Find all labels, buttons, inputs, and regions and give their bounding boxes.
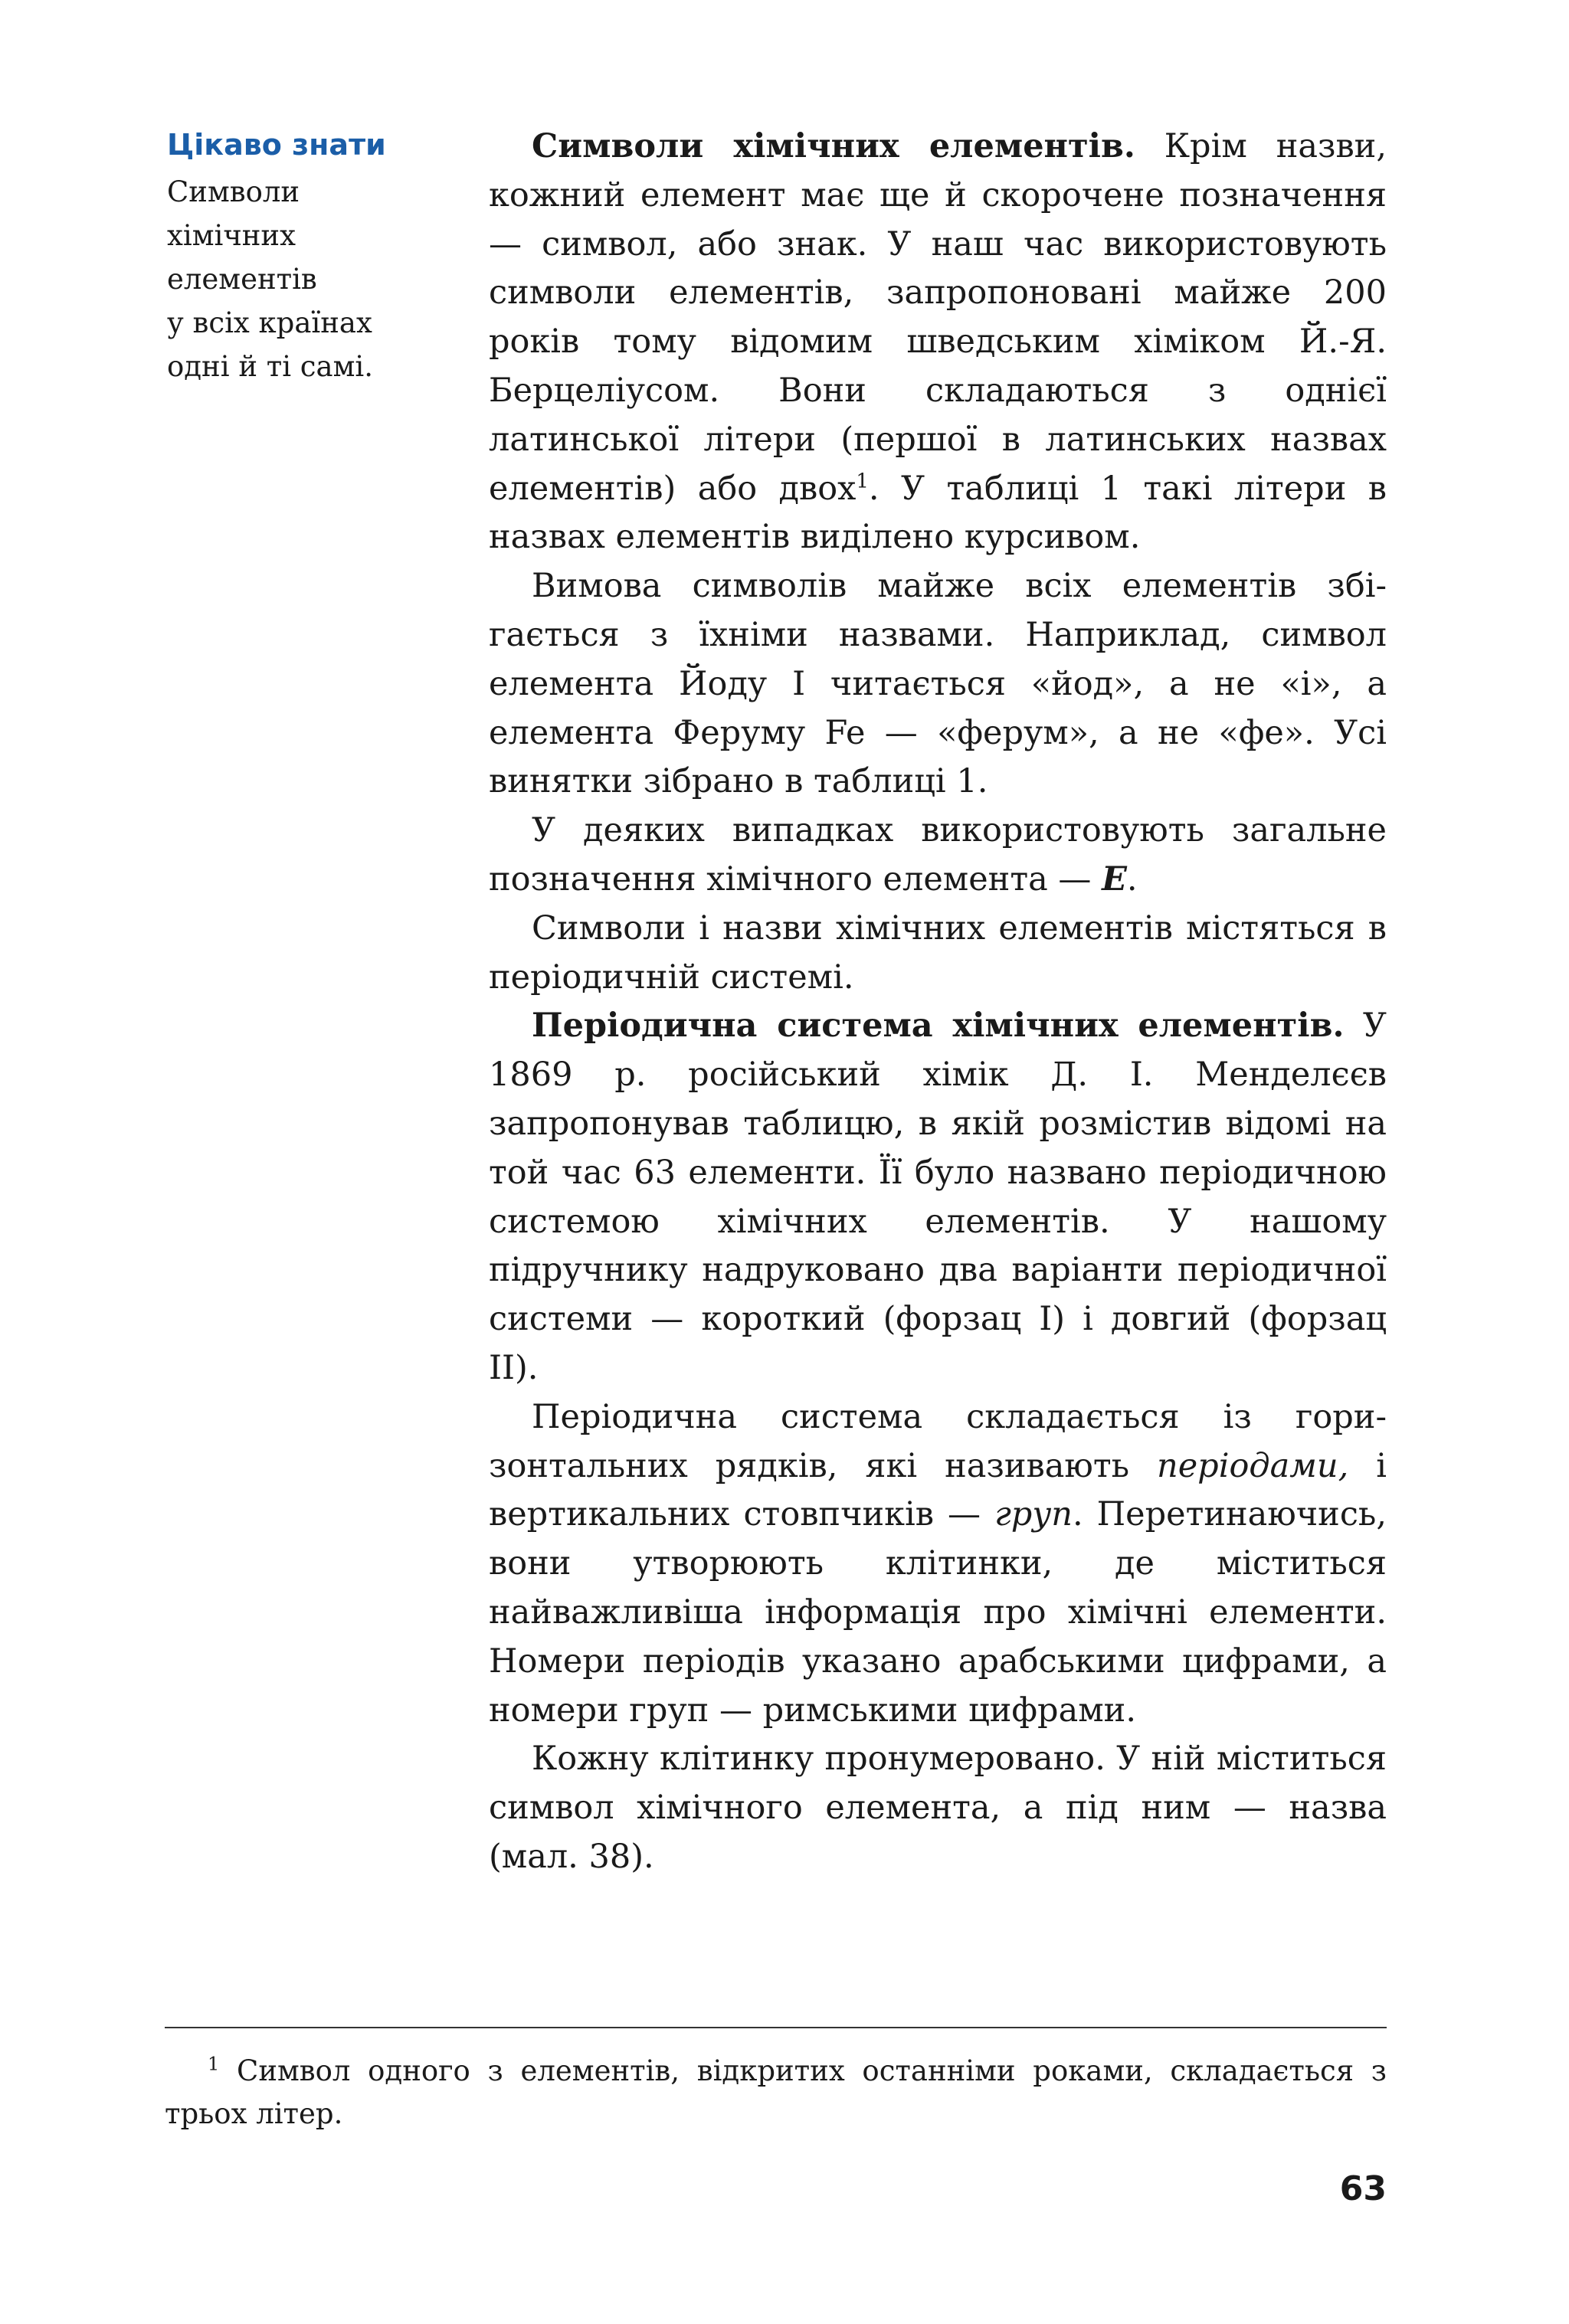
paragraph-structure (489, 1393, 1387, 1736)
element-symbol: E (1102, 859, 1127, 899)
paragraph-text: . Перетинаючись, вони утворюють клітинки, де міститься найважливіша інформація про хімічні елементи. Номери періодів указано арабськими цифрами, а номери груп — римськими цифрами. (489, 1495, 1387, 1730)
paragraph-text: У 1869 р. російський хімік Д. І. Менделєєв запропонував таблицю, в якій розмістив відомі на той час 63 елементи. Її було названо періодичною системою хімічних елементів. У нашому підручнику надруковано два варіанти періодичної системи — короткий (форзац I) і довгий (форзац II). (489, 1007, 1387, 1387)
footnote-marker: 1 (208, 2053, 220, 2075)
footnote-divider (165, 2027, 1387, 2028)
paragraph-text: . (1126, 859, 1138, 899)
paragraph-lead: Символи хімічних елементів. (532, 127, 1135, 165)
sidebar-line: Символи (167, 175, 300, 208)
paragraph-text: і вертикальних стовпчиків — (489, 1446, 1387, 1534)
paragraph-cells: Кожну клітинку пронумеровано. У ній міститься символ хімічного елемента, а під ним — назва (мал. 38). (489, 1740, 1387, 1876)
italic-term: періодами, (1157, 1446, 1349, 1485)
main-text (489, 123, 1387, 1882)
footnote-marker: 1 (856, 470, 869, 493)
paragraph-lead: Періодична система хімічних елементів. (532, 1007, 1345, 1046)
footnote (165, 2050, 1387, 2136)
paragraph-text: . У таблиці 1 такі літери в назвах елементів виділено курсивом. (489, 469, 1387, 557)
page-number: 63 (1339, 2169, 1387, 2208)
paragraph-general-symbol (489, 807, 1387, 905)
sidebar-line: елементів (167, 263, 317, 296)
paragraph-text: Крім назви, кожний елемент має ще й скорочене позначення — символ, або знак. У наш час використовують символи елементів, запропоновані майже 200 років тому відомим шведським хіміком Й.-Я. Берцеліусом. Вони складаються з однієї латинської літери (першої в латинських назвах елементів) або двох (489, 127, 1387, 508)
sidebar-line: у всіх країнах (167, 306, 372, 339)
paragraph-periodic-intro: Символи і назви хімічних елементів містяться в періодичній системі. (489, 908, 1387, 997)
footnote-text: Символ одного з елементів, відкритих останніми роками, складається з трьох літер. (165, 2054, 1387, 2130)
sidebar-line: одні й ті самі. (167, 350, 373, 383)
sidebar-title: Цікаво знати (167, 128, 386, 162)
paragraph-text: Періодична система складається із горизонтальних рядків, які називають (489, 1397, 1387, 1485)
paragraph-pronunciation: Вимова символів майже всіх елементів збігається з їхніми назвами. Наприклад, символ елемента Йоду I читається «йод», а не «і», а елемента Феруму Fe — «ферум», а не «фе». Усі винятки зібрано в таблиці 1. (489, 567, 1387, 801)
italic-term: груп (994, 1495, 1073, 1534)
sidebar-text (167, 170, 420, 388)
paragraph-text: У деяких випадках використовують загальне позначення хімічного елемента — (489, 811, 1387, 899)
sidebar-line: хімічних (167, 219, 296, 252)
paragraph-symbols (489, 123, 1387, 562)
sidebar-note (167, 123, 420, 388)
paragraph-periodic-system (489, 1002, 1387, 1393)
